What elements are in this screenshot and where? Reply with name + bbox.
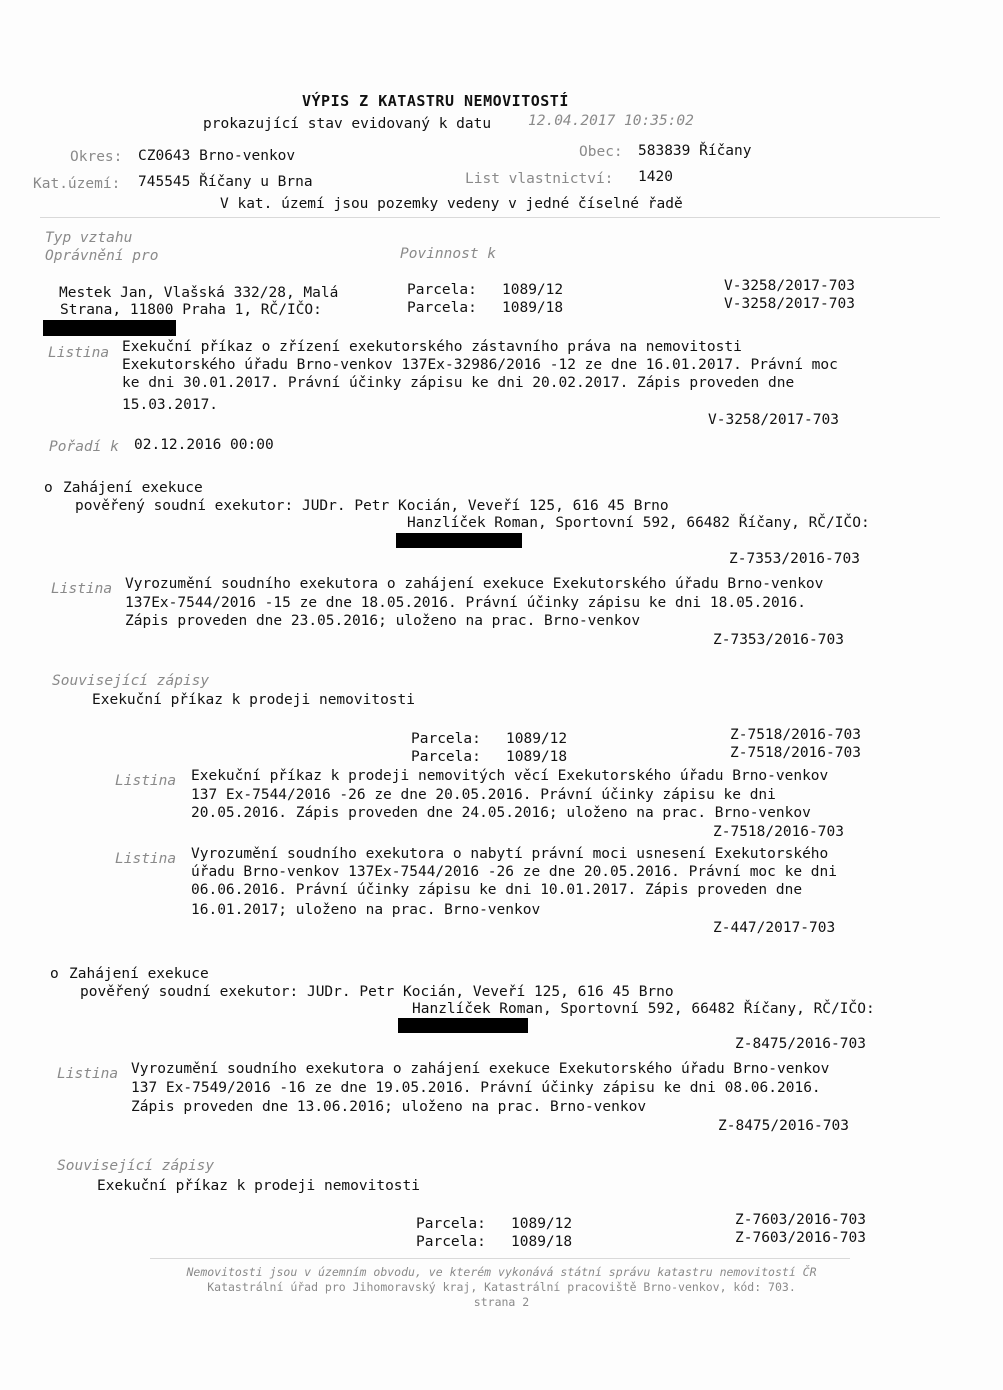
owner-line-2: Strana, 11800 Praha 1, RČ/IČO: bbox=[60, 302, 322, 318]
listina-text-line: Vyrozumění soudního exekutora o zahájení exekuce Exekutorského úřadu Brno-venkov bbox=[125, 576, 824, 592]
parcel-label: Parcela: bbox=[411, 749, 481, 765]
footer-line-1: Nemovitosti jsou v územním obvodu, ve kterém vykonává státní správu katastru nemovitostí ČR bbox=[186, 1265, 817, 1279]
listina-ref: Z-7353/2016-703 bbox=[713, 632, 844, 648]
redaction-bar bbox=[398, 1018, 528, 1033]
listina-ref: V-3258/2017-703 bbox=[708, 412, 839, 428]
listina-text-line: Exekuční příkaz k prodeji nemovitých věcí Exekutorského úřadu Brno-venkov bbox=[191, 768, 829, 784]
party-line: Hanzlíček Roman, Sportovní 592, 66482 Říčany, RČ/IČO: bbox=[412, 1001, 875, 1017]
redaction-bar bbox=[396, 533, 522, 548]
subtitle-prefix: prokazující stav evidovaný k datu bbox=[203, 116, 492, 132]
listina-label: Listina bbox=[57, 1066, 119, 1082]
listina-label: Listina bbox=[115, 773, 177, 789]
parcel-ref: Z-7603/2016-703 bbox=[735, 1230, 866, 1246]
executor-line: pověřený soudní exekutor: JUDr. Petr Kocián, Veveří 125, 616 45 Brno bbox=[75, 498, 669, 514]
listina-text-line: 20.05.2016. Zápis proveden dne 24.05.2016; uloženo na prac. Brno-venkov bbox=[191, 805, 811, 821]
listina-text-line: Exekutorského úřadu Brno-venkov 137Ex-32986/2016 -12 ze dne 16.01.2017. Právní moc bbox=[122, 357, 838, 373]
parcel-label: Parcela: bbox=[416, 1234, 486, 1250]
related-title: Exekuční příkaz k prodeji nemovitosti bbox=[97, 1178, 421, 1194]
entry-title: Zahájení exekuce bbox=[69, 966, 209, 982]
listina-text-line: 15.03.2017. bbox=[122, 397, 219, 413]
listina-text-line: Exekuční příkaz o zřízení exekutorského zástavního práva na nemovitosti bbox=[122, 339, 742, 355]
footer-line-2: Katastrální úřad pro Jihomoravský kraj, Katastrální pracoviště Brno-venkov, kód: 703. bbox=[207, 1280, 796, 1294]
related-label: Související zápisy bbox=[52, 673, 210, 689]
katuzemi-label: Kat.území: bbox=[33, 176, 121, 192]
okres-value: CZ0643 Brno-venkov bbox=[138, 148, 296, 164]
listina-text-line: 16.01.2017; uloženo na prac. Brno-venkov bbox=[191, 902, 541, 918]
obec-label: Obec: bbox=[579, 144, 623, 160]
parcel-value: 1089/12 bbox=[502, 282, 564, 298]
parcel-label: Parcela: bbox=[407, 300, 477, 316]
redaction-bar bbox=[43, 320, 176, 336]
owner-line-1: Mestek Jan, Vlašská 332/28, Malá bbox=[59, 285, 339, 301]
parcel-value: 1089/12 bbox=[511, 1216, 573, 1232]
col-povinnost-k: Povinnost k bbox=[400, 246, 497, 262]
executor-line: pověřený soudní exekutor: JUDr. Petr Kocián, Veveří 125, 616 45 Brno bbox=[80, 984, 674, 1000]
parcel-value: 1089/18 bbox=[506, 749, 568, 765]
obec-value: 583839 Říčany bbox=[638, 143, 752, 159]
subtitle-date: 12.04.2017 10:35:02 bbox=[528, 113, 694, 129]
parcel-value: 1089/18 bbox=[502, 300, 564, 316]
parcel-ref: V-3258/2017-703 bbox=[724, 278, 855, 294]
listina-ref: Z-8475/2016-703 bbox=[718, 1118, 849, 1134]
numbering-note: V kat. území jsou pozemky vedeny v jedné číselné řadě bbox=[220, 196, 683, 212]
poradi-label: Pořadí k bbox=[49, 439, 119, 455]
parcel-label: Parcela: bbox=[407, 282, 477, 298]
listina-label: Listina bbox=[115, 851, 177, 867]
bullet: o bbox=[50, 966, 59, 982]
parcel-ref: V-3258/2017-703 bbox=[724, 296, 855, 312]
listina-text-line: ke dni 30.01.2017. Právní účinky zápisu ke dni 20.02.2017. Zápis proveden dne bbox=[122, 375, 795, 391]
okres-label: Okres: bbox=[70, 149, 123, 165]
listina-text-line: úřadu Brno-venkov 137Ex-7544/2016 -26 ze dne 20.05.2016. Právní moc ke dni bbox=[191, 864, 838, 880]
parcel-value: 1089/18 bbox=[511, 1234, 573, 1250]
page-number: strana 2 bbox=[473, 1295, 530, 1309]
parcel-ref: Z-7603/2016-703 bbox=[735, 1212, 866, 1228]
entry-ref: Z-8475/2016-703 bbox=[735, 1036, 866, 1052]
party-line: Hanzlíček Roman, Sportovní 592, 66482 Říčany, RČ/IČO: bbox=[407, 515, 870, 531]
parcel-ref: Z-7518/2016-703 bbox=[730, 727, 861, 743]
poradi-value: 02.12.2016 00:00 bbox=[134, 437, 274, 453]
document-title: VÝPIS Z KATASTRU NEMOVITOSTÍ bbox=[302, 92, 569, 110]
parcel-label: Parcela: bbox=[411, 731, 481, 747]
lv-value: 1420 bbox=[638, 169, 673, 185]
listina-text-line: Zápis proveden dne 23.05.2016; uloženo na prac. Brno-venkov bbox=[125, 613, 641, 629]
related-label: Související zápisy bbox=[57, 1158, 215, 1174]
listina-text-line: Vyrozumění soudního exekutora o nabytí právní moci usnesení Exekutorského bbox=[191, 846, 829, 862]
parcel-value: 1089/12 bbox=[506, 731, 568, 747]
related-title: Exekuční příkaz k prodeji nemovitosti bbox=[92, 692, 416, 708]
col-typ-vztahu: Typ vztahu bbox=[45, 230, 133, 246]
parcel-label: Parcela: bbox=[416, 1216, 486, 1232]
listina-label: Listina bbox=[48, 345, 110, 361]
footer-divider bbox=[150, 1258, 850, 1259]
listina-ref: Z-7518/2016-703 bbox=[713, 824, 844, 840]
listina-text-line: Zápis proveden dne 13.06.2016; uloženo na prac. Brno-venkov bbox=[131, 1099, 647, 1115]
col-opravneni-pro: Oprávnění pro bbox=[45, 248, 159, 264]
listina-text-line: 137 Ex-7549/2016 -16 ze dne 19.05.2016. Právní účinky zápisu ke dni 08.06.2016. bbox=[131, 1080, 821, 1096]
entry-title: Zahájení exekuce bbox=[63, 480, 203, 496]
listina-text-line: 06.06.2016. Právní účinky zápisu ke dni 10.01.2017. Zápis proveden dne bbox=[191, 882, 803, 898]
listina-text-line: 137 Ex-7544/2016 -26 ze dne 20.05.2016. Právní účinky zápisu ke dni bbox=[191, 787, 776, 803]
bullet: o bbox=[44, 480, 53, 496]
listina-ref: Z-447/2017-703 bbox=[713, 920, 836, 936]
lv-label: List vlastnictví: bbox=[465, 171, 614, 187]
listina-text-line: 137Ex-7544/2016 -15 ze dne 18.05.2016. Právní účinky zápisu ke dni 18.05.2016. bbox=[125, 595, 806, 611]
entry-ref: Z-7353/2016-703 bbox=[729, 551, 860, 567]
listina-text-line: Vyrozumění soudního exekutora o zahájení exekuce Exekutorského úřadu Brno-venkov bbox=[131, 1061, 830, 1077]
listina-label: Listina bbox=[51, 581, 113, 597]
parcel-ref: Z-7518/2016-703 bbox=[730, 745, 861, 761]
header-divider bbox=[40, 217, 940, 218]
katuzemi-value: 745545 Říčany u Brna bbox=[138, 174, 313, 190]
